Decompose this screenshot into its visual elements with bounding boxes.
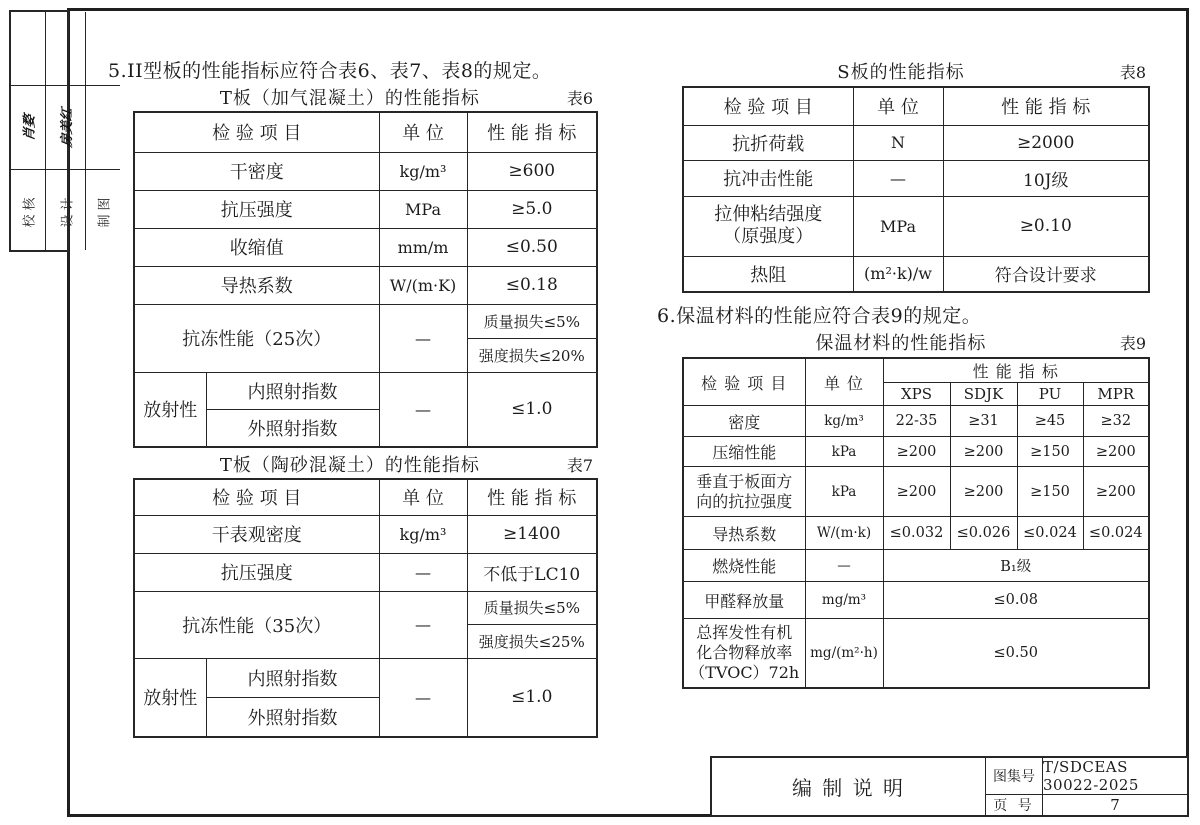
table-row xyxy=(683,517,1149,550)
cell-value: ≤1.0 xyxy=(467,658,597,737)
cell-value: ≤0.18 xyxy=(467,266,597,304)
cell-value: ≥45 xyxy=(1017,406,1083,437)
table-row xyxy=(683,619,1149,688)
cell-item: 放射性 xyxy=(134,372,206,447)
cell-unit: W/(m·k) xyxy=(805,517,883,550)
cell-unit: (m²·k)/w xyxy=(853,256,943,292)
cell-item: 密度 xyxy=(683,406,805,437)
cell-unit: — xyxy=(379,304,467,372)
drafter-label: 制图 xyxy=(97,192,113,228)
cell-subitem: 外照射指数 xyxy=(206,697,379,737)
cell-value: ≥150 xyxy=(1017,437,1083,467)
cell-value: 符合设计要求 xyxy=(943,256,1149,292)
table-header-row xyxy=(683,87,1149,125)
header-perf: 性 能 指 标 xyxy=(943,87,1149,125)
document-section-name: 编 制 说 明 xyxy=(712,758,986,815)
cell-unit: mg/(m²·h) xyxy=(805,619,883,688)
cell-value: ≥150 xyxy=(1017,467,1083,517)
cell-item: 抗冻性能（35次） xyxy=(134,591,379,658)
header-pu: PU xyxy=(1017,383,1083,406)
header-item: 检 验 项 目 xyxy=(134,479,379,515)
cell-item-line3: （TVOC）72h xyxy=(689,662,800,682)
clause-6-text: 6.保温材料的性能应符合表9的规定。 xyxy=(657,305,982,327)
cell-value: ≤0.024 xyxy=(1083,517,1149,550)
cell-value: 不低于LC10 xyxy=(467,553,597,591)
cell-value: 10J级 xyxy=(943,160,1149,196)
cell-item xyxy=(683,196,853,256)
page-number-value: 7 xyxy=(1110,796,1120,814)
cell-unit: — xyxy=(805,550,883,582)
table-row xyxy=(683,196,1149,256)
table7-number: 表7 xyxy=(566,456,593,475)
cell-unit: — xyxy=(379,658,467,737)
cell-item: 抗压强度 xyxy=(134,553,379,591)
cell-unit: kPa xyxy=(805,467,883,517)
cell-item-line1: 垂直于板面方 xyxy=(696,471,793,491)
cell-value: 强度损失≤20% xyxy=(467,338,597,372)
cell-value: ≤0.50 xyxy=(883,619,1149,688)
cell-unit: — xyxy=(379,591,467,658)
cell-value: 质量损失≤5% xyxy=(467,591,597,624)
cell-item xyxy=(683,467,805,517)
table-row xyxy=(134,372,597,409)
cell-value: ≥200 xyxy=(1083,467,1149,517)
header-sdjk: SDJK xyxy=(950,383,1017,406)
table-row xyxy=(134,515,597,553)
header-perf: 性 能 指 标 xyxy=(467,479,597,515)
cell-value: ≤0.50 xyxy=(467,228,597,266)
header-perf: 性 能 指 标 xyxy=(467,112,597,152)
table7-title: T板（陶砂混凝土）的性能指标 xyxy=(219,455,480,476)
table9-title: 保温材料的性能指标 xyxy=(815,333,987,354)
designer-signature xyxy=(46,86,86,170)
drawing-title-block xyxy=(710,756,1189,817)
cell-item: 导热系数 xyxy=(683,517,805,550)
cell-item: 燃烧性能 xyxy=(683,550,805,582)
cell-item: 抗冲击性能 xyxy=(683,160,853,196)
cell-item-line2: （原强度） xyxy=(723,226,814,247)
header-item: 检 验 项 目 xyxy=(134,112,379,152)
table8-title: S板的性能指标 xyxy=(837,62,965,83)
checker-label: 校核 xyxy=(11,170,46,250)
cell-value: 质量损失≤5% xyxy=(467,304,597,338)
cell-value: ≥600 xyxy=(467,152,597,190)
header-perf: 性 能 指 标 xyxy=(883,358,1149,383)
table-row xyxy=(683,467,1149,517)
cell-unit: kg/m³ xyxy=(379,515,467,553)
table-row xyxy=(683,160,1149,196)
header-mpr: MPR xyxy=(1083,383,1149,406)
table-row xyxy=(134,190,597,228)
header-xps: XPS xyxy=(883,383,950,406)
cell-value: ≤0.08 xyxy=(883,582,1149,619)
table-header-row xyxy=(134,479,597,515)
cell-value: ≥200 xyxy=(883,467,950,517)
cell-item-line2: 化合物释放率 xyxy=(696,642,793,662)
cell-value: ≤1.0 xyxy=(467,372,597,447)
cell-item: 压缩性能 xyxy=(683,437,805,467)
cell-item xyxy=(683,619,805,688)
cell-unit: W/(m·K) xyxy=(379,266,467,304)
header-unit: 单 位 xyxy=(853,87,943,125)
cell-unit: kg/m³ xyxy=(805,406,883,437)
table9 xyxy=(682,357,1150,689)
table8 xyxy=(682,86,1150,293)
header-unit: 单 位 xyxy=(379,112,467,152)
cell-value: ≥32 xyxy=(1083,406,1149,437)
table-row xyxy=(683,582,1149,619)
designer-label: 设计 xyxy=(46,170,86,250)
table-row xyxy=(134,266,597,304)
signature-stamp-strip xyxy=(9,10,113,252)
signature: 房美红 xyxy=(60,107,76,149)
cell-item: 放射性 xyxy=(134,658,206,737)
cell-subitem: 内照射指数 xyxy=(206,658,379,697)
cell-subitem: 内照射指数 xyxy=(206,372,379,409)
signature: 肖婺 xyxy=(22,113,38,142)
cell-item: 收缩值 xyxy=(134,228,379,266)
cell-item: 抗折荷载 xyxy=(683,125,853,160)
table-row xyxy=(683,125,1149,160)
table-header-row xyxy=(134,112,597,152)
stamp-empty-cell xyxy=(46,12,86,86)
header-item: 检 验 项 目 xyxy=(683,358,805,406)
cell-item: 干表观密度 xyxy=(134,515,379,553)
cell-value: ≤0.026 xyxy=(950,517,1017,550)
table-row xyxy=(683,406,1149,437)
cell-value: ≥31 xyxy=(950,406,1017,437)
table-row xyxy=(683,437,1149,467)
table9-number: 表9 xyxy=(1119,334,1146,353)
table-row xyxy=(683,550,1149,582)
cell-item: 甲醛释放量 xyxy=(683,582,805,619)
cell-item-line1: 拉伸粘结强度 xyxy=(714,203,823,225)
cell-value: ≥200 xyxy=(950,437,1017,467)
cell-unit: — xyxy=(379,553,467,591)
page-number-label: 页 号 xyxy=(986,795,1043,815)
cell-value: ≥0.10 xyxy=(943,196,1149,256)
cell-item: 导热系数 xyxy=(134,266,379,304)
drafter-signature xyxy=(86,86,120,170)
cell-value: 22-35 xyxy=(883,406,950,437)
table6-caption xyxy=(133,84,595,110)
header-unit: 单 位 xyxy=(805,358,883,406)
table-row xyxy=(134,228,597,266)
table8-number: 表8 xyxy=(1119,63,1146,82)
cell-value: ≤0.032 xyxy=(883,517,950,550)
table-row xyxy=(134,304,597,338)
table-row xyxy=(134,658,597,697)
cell-item-line1: 总挥发性有机 xyxy=(696,622,793,642)
table-row xyxy=(134,553,597,591)
cell-unit: mg/m³ xyxy=(805,582,883,619)
cell-item: 干密度 xyxy=(134,152,379,190)
cell-unit: MPa xyxy=(379,190,467,228)
cell-value: 强度损失≤25% xyxy=(467,624,597,658)
table-row xyxy=(134,152,597,190)
cell-value: ≥1400 xyxy=(467,515,597,553)
cell-unit: kg/m³ xyxy=(379,152,467,190)
cell-item: 抗压强度 xyxy=(134,190,379,228)
cell-value: ≥200 xyxy=(950,467,1017,517)
header-unit: 单 位 xyxy=(379,479,467,515)
table6 xyxy=(133,111,598,448)
cell-value: B₁级 xyxy=(883,550,1149,582)
cell-unit: MPa xyxy=(853,196,943,256)
atlas-number-label: 图集号 xyxy=(986,758,1043,795)
checker-signature xyxy=(11,86,46,170)
table9-caption xyxy=(682,329,1148,355)
table7-caption xyxy=(133,451,595,477)
table7 xyxy=(133,478,598,738)
table8-caption xyxy=(682,58,1148,84)
cell-unit: — xyxy=(853,160,943,196)
atlas-number-value: T/SDCEAS 30022-2025 xyxy=(1043,758,1187,795)
table6-title: T板（加气混凝土）的性能指标 xyxy=(219,88,480,109)
table6-number: 表6 xyxy=(566,89,593,108)
table-header-row xyxy=(683,358,1149,383)
clause-5-text: 5.II型板的性能指标应符合表6、表7、表8的规定。 xyxy=(108,60,552,82)
table-row xyxy=(134,591,597,624)
cell-item: 抗冻性能（25次） xyxy=(134,304,379,372)
header-item: 检 验 项 目 xyxy=(683,87,853,125)
cell-subitem: 外照射指数 xyxy=(206,409,379,447)
cell-value: ≥5.0 xyxy=(467,190,597,228)
table-row xyxy=(683,256,1149,292)
cell-value: ≥200 xyxy=(883,437,950,467)
cell-value: ≤0.024 xyxy=(1017,517,1083,550)
cell-item: 热阻 xyxy=(683,256,853,292)
cell-value: ≥200 xyxy=(1083,437,1149,467)
cell-unit: mm/m xyxy=(379,228,467,266)
cell-unit: — xyxy=(379,372,467,447)
cell-unit: kPa xyxy=(805,437,883,467)
cell-value: ≥2000 xyxy=(943,125,1149,160)
stamp-empty-cell xyxy=(11,12,46,86)
cell-unit: N xyxy=(853,125,943,160)
cell-item-line2: 向的抗拉强度 xyxy=(696,491,793,511)
